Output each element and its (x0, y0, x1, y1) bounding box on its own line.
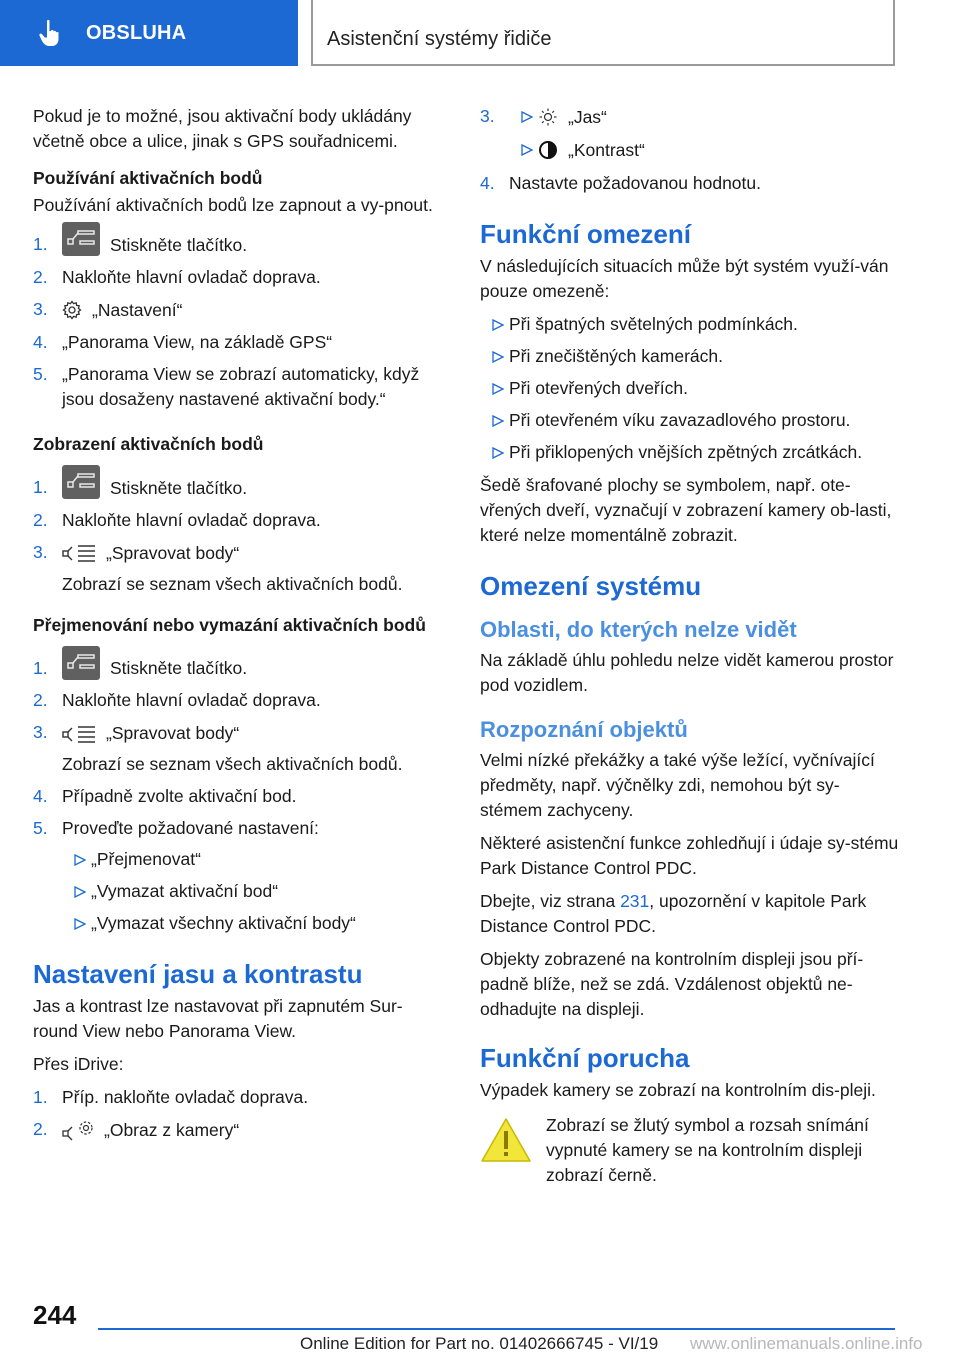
limit-text: Při špatných světelných podmínkách. (509, 313, 798, 334)
list-item (33, 265, 447, 290)
step-number: 2. (33, 509, 48, 530)
step-number: 3. (33, 722, 48, 743)
objects-text-4: Objekty zobrazené na kontrolním displeji jsou pří-padně blíže, než se zdá. Vzdálenost objektů ne-odhadujte na displeji. (480, 948, 864, 1019)
step-text: Stiskněte tlačítko. (110, 477, 248, 498)
list-item (33, 330, 447, 355)
list-item (33, 475, 447, 501)
objects-title: Rozpoznání objektů (480, 716, 688, 742)
step-text: „Nastavení“ (92, 299, 183, 320)
step-text: Proveďte požadované nastavení: (62, 818, 319, 839)
list-item (480, 171, 900, 196)
step-number: 2. (33, 266, 48, 287)
list-item (480, 312, 900, 337)
step-text: Nakloňte hlavní ovladač doprava. (62, 509, 321, 530)
list-item (480, 104, 900, 163)
list-item (33, 720, 447, 777)
step-note: Zobrazí se seznam všech aktivačních bodů. (62, 754, 403, 775)
list-item (480, 440, 900, 465)
step-note: Zobrazí se seznam všech aktivačních bodů. (62, 573, 403, 594)
warning-note (480, 1113, 900, 1188)
list-item (62, 911, 447, 936)
page-number: 244 (33, 1300, 77, 1330)
list-item (33, 784, 447, 809)
list-item (33, 297, 447, 323)
list-item (33, 816, 447, 936)
objects-text-3 (480, 889, 900, 939)
step-text: „Obraz z kamery“ (104, 1120, 240, 1141)
objects-text-3b: , upozornění v kapitole Park Distance Control PDC. (480, 890, 867, 936)
warning-triangle-icon (480, 1117, 532, 1163)
areas-text: Na základě úhlu pohledu nelze vidět kamerou prostor pod vozidlem. (480, 649, 894, 695)
list-item (33, 508, 447, 533)
step-text: „Panorama View se zobrazí automaticky, když jsou dosaženy nastavené aktivační body.“ (62, 363, 420, 409)
use-steps (33, 232, 447, 412)
display-title: Zobrazení aktivačních bodů (33, 433, 264, 454)
list-item (480, 344, 900, 369)
objects-text-3a: Dbejte, viz strana (480, 890, 621, 911)
page-header (0, 0, 960, 66)
fault-text: Výpadek kamery se zobrazí na kontrolním dis-pleji. (480, 1079, 876, 1100)
camera-button-icon (62, 222, 100, 256)
left-column (33, 104, 447, 1151)
hand-pointer-icon (38, 19, 64, 47)
brightness-options (509, 104, 900, 163)
objects-text-1: Velmi nízké překážky a také výše ležící, vyčnívající předměty, např. výčnělky zdi, nemohou být sy-stémem zachyceny. (480, 749, 875, 820)
chapter-title: Asistenční systémy řidiče (327, 28, 552, 50)
manage-points-icon (62, 543, 96, 563)
step-number: 4. (33, 786, 48, 807)
gear-icon (62, 300, 82, 320)
manage-points-icon (62, 724, 96, 744)
step-number: 5. (33, 363, 48, 384)
intro-text: Pokud je to možné, jsou aktivační body ukládány včetně obce a ulice, jinak s GPS souřadnicemi. (33, 106, 412, 151)
step-text: „Spravovat body“ (106, 542, 240, 563)
limit-text: Při otevřeném víku zavazadlového prostoru. (509, 409, 851, 430)
brightness-text: Jas a kontrast lze nastavovat při zapnutém Sur-round View nebo Panorama View. (33, 996, 403, 1042)
step-text: Nakloňte hlavní ovladač doprava. (62, 266, 321, 287)
contrast-icon (538, 140, 558, 160)
step-number: 1. (33, 234, 48, 254)
step-number: 1. (33, 476, 48, 497)
camera-image-icon (62, 1120, 94, 1142)
camera-button-icon (62, 646, 100, 680)
step-text: „Panorama View, na základě GPS“ (62, 331, 333, 352)
list-item (33, 232, 447, 258)
step-number: 5. (33, 818, 48, 839)
section-tab (0, 0, 298, 66)
step-text: „Spravovat body“ (106, 723, 240, 744)
limits-after: Šedě šrafované plochy se symbolem, např. ote-vřených dveří, vyznačují v zobrazení kamery ob-lasti, které nelze momentálně zobrazit. (480, 474, 892, 545)
step-number: 4. (480, 172, 495, 193)
section-title: OBSLUHA (86, 21, 187, 44)
right-column (480, 104, 900, 1188)
option-text: „Přejmenovat“ (91, 849, 201, 870)
list-item (480, 376, 900, 401)
limit-text: Při znečištěných kamerách. (509, 345, 723, 366)
page-link[interactable]: 231 (620, 890, 650, 911)
step-text: Příp. nakloňte ovladač doprava. (62, 1087, 309, 1108)
list-item (509, 104, 900, 130)
step-number: 1. (33, 657, 48, 678)
use-text: Používání aktivačních bodů lze zapnout a vy-pnout. (33, 195, 433, 215)
list-item (33, 656, 447, 682)
step-number: 2. (33, 690, 48, 711)
option-text: „Vymazat aktivační bod“ (91, 881, 279, 902)
limit-text: Při přiklopených vnějších zpětných zrcátkách. (509, 441, 863, 462)
step-number: 3. (33, 541, 48, 562)
step-number: 3. (33, 298, 48, 319)
step-number: 4. (33, 331, 48, 352)
list-item (62, 879, 447, 904)
use-title: Používání aktivačních bodů (33, 168, 263, 188)
brightness-title: Nastavení jasu a kontrastu (33, 959, 363, 990)
edition-text: Online Edition for Part no. 01402666745 - VI/19 (300, 1334, 659, 1353)
step-text: Nastavte požadovanou hodnotu. (509, 172, 761, 193)
list-item (62, 847, 447, 872)
list-item (33, 362, 447, 412)
sun-icon (538, 107, 558, 127)
rename-title: Přejmenování nebo vymazání aktivačních bodů (33, 614, 426, 635)
step-number: 1. (33, 1087, 48, 1108)
option-text: „Kontrast“ (568, 139, 645, 160)
brightness-steps-cont (480, 104, 900, 196)
list-item (33, 1117, 447, 1143)
chapter-box (311, 0, 895, 66)
objects-text-2: Některé asistenční funkce zohledňují i údaje sy-stému Park Distance Control PDC. (480, 832, 899, 878)
brightness-via: Přes iDrive: (33, 1054, 124, 1075)
step-text: Stiskněte tlačítko. (110, 658, 248, 679)
brightness-steps (33, 1085, 447, 1143)
list-item (33, 540, 447, 597)
camera-button-icon (62, 465, 100, 499)
limits-title: Funkční omezení (480, 218, 691, 249)
system-title: Omezení systému (480, 570, 702, 601)
list-item (33, 1085, 447, 1110)
watermark-text: www.onlinemanuals.online.info (690, 1334, 923, 1353)
display-steps (33, 475, 447, 597)
list-item (480, 408, 900, 433)
option-text: „Vymazat všechny aktivační body“ (91, 913, 356, 934)
step-text: Případně zvolte aktivační bod. (62, 786, 297, 807)
step-number: 2. (33, 1119, 48, 1140)
rename-options (62, 847, 447, 936)
option-text: „Jas“ (568, 106, 607, 127)
list-item (33, 688, 447, 713)
rename-steps (33, 656, 447, 937)
step-text: Nakloňte hlavní ovladač doprava. (62, 690, 321, 711)
step-text: Stiskněte tlačítko. (110, 234, 248, 255)
step-number: 3. (480, 106, 495, 126)
footer-divider (98, 1328, 895, 1330)
fault-title: Funkční porucha (480, 1042, 690, 1073)
warning-text: Zobrazí se žlutý symbol a rozsah snímání vypnuté kamery se na kontrolním displeji zobrazí černě. (546, 1114, 869, 1185)
areas-title: Oblasti, do kterých nelze vidět (480, 616, 797, 642)
limits-text: V následujících situacích může být systém využí-ván pouze omezeně: (480, 255, 889, 301)
limits-list (480, 312, 900, 465)
list-item (509, 137, 900, 163)
limit-text: Při otevřených dveřích. (509, 377, 688, 398)
